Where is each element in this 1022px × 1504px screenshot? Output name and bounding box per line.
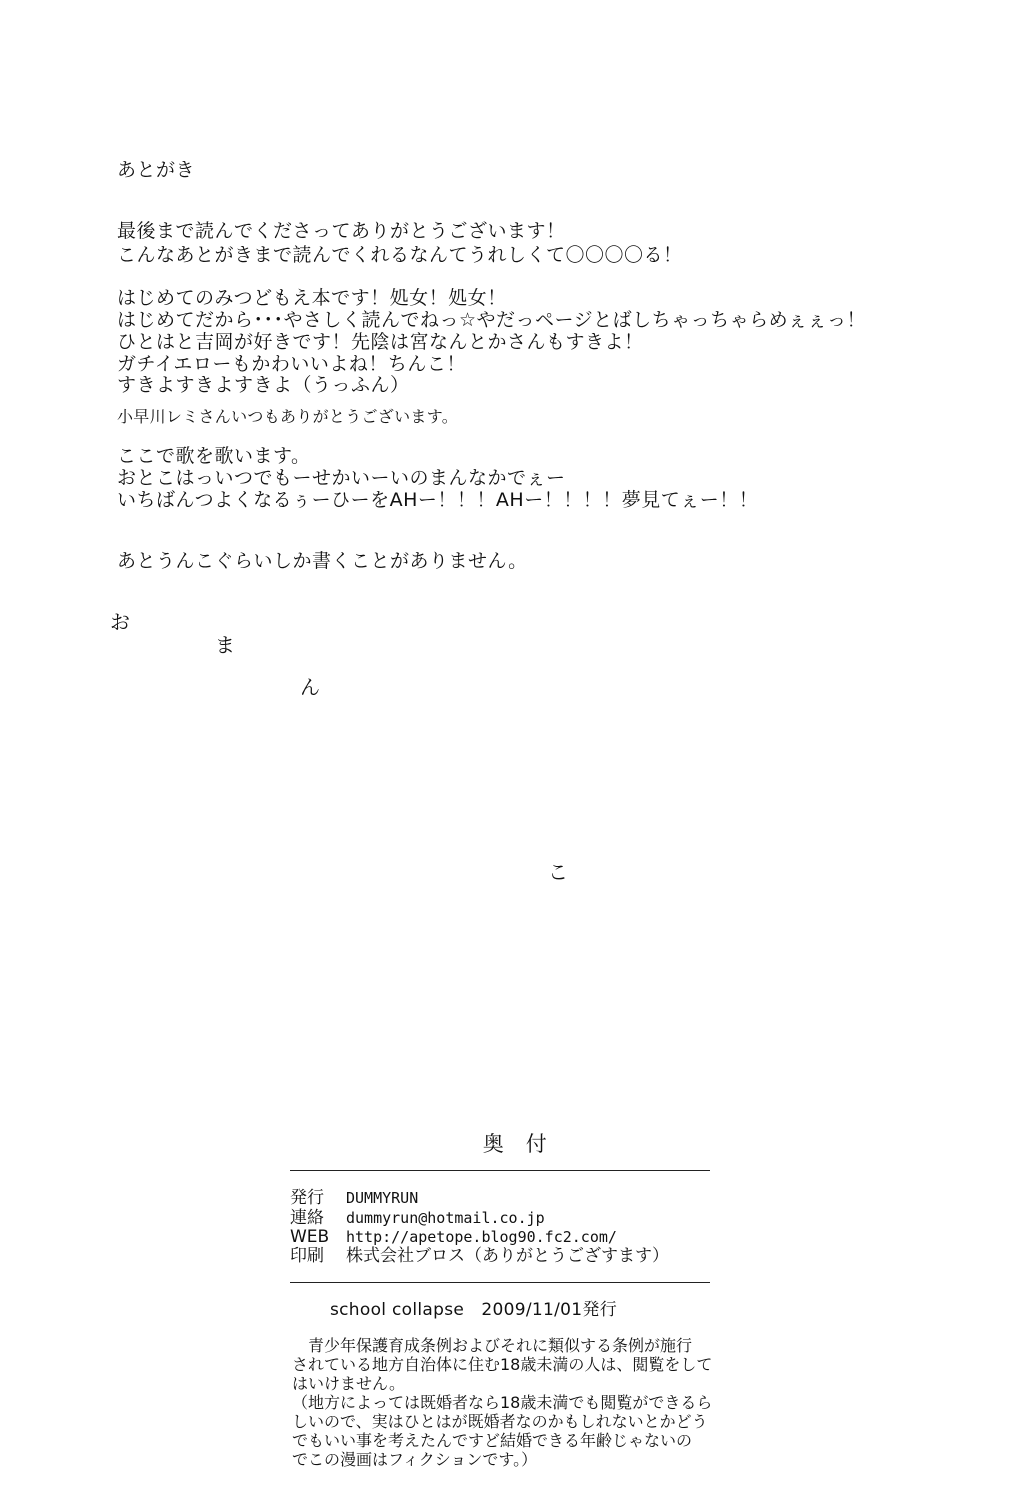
colophon-bottom-rule (290, 1282, 710, 1283)
age-notice-line4: （地方によっては既婚者なら18歳未満でも閲覧ができるら (292, 1393, 713, 1412)
afterword-song-line2: おとこはっいつでもーせかいーいのまんなかでぇー (117, 467, 566, 489)
age-notice-line2: されている地方自治体に住む18歳未満の人は、閲覧をして (292, 1355, 713, 1374)
colophon-value-publisher: DUMMYRUN (346, 1189, 419, 1207)
age-notice-line6: でもいい事を考えたんですど結婚できる年齢じゃないの (292, 1431, 693, 1450)
afterword-song-line1: ここで歌を歌います。 (117, 445, 311, 467)
age-notice (292, 1336, 712, 1469)
afterword-para1-line1: 最後まで読んでくださってありがとうございます！ (117, 220, 566, 242)
colophon-value-web: http://apetope.blog90.fc2.com/ (346, 1228, 617, 1246)
scattered-char-3: ん (300, 675, 320, 699)
afterword-thanks: 小早川レミさんいつもありがとうございます。 (117, 407, 459, 426)
scattered-char-2: ま (215, 633, 235, 657)
afterword-para2-line2: はじめてだから･･･やさしく読んでねっ☆やだっページとばしちゃっちゃらめぇぇっ！ (117, 309, 866, 331)
scattered-char-4: こ (548, 860, 568, 884)
afterword-song-line3: いちばんつよくなるぅーひーをAHー！！！AHー！！！！夢見てぇー！！ (117, 489, 759, 511)
scattered-char-1: お (110, 610, 130, 634)
colophon-key-printer: 印刷 (290, 1246, 324, 1266)
publication-info: school collapse 2009/11/01発行 (330, 1300, 618, 1320)
colophon-row-contact (290, 1208, 545, 1228)
age-notice-line7: でこの漫画はフィクションです。） (292, 1450, 538, 1469)
colophon-top-rule (290, 1170, 710, 1171)
age-notice-line1: 青少年保護育成条例およびそれに類似する条例が施行 (292, 1336, 693, 1355)
colophon-row-publisher (290, 1188, 418, 1208)
afterword-para2-line4: ガチイエローもかわいいよね！ちんこ！ (117, 353, 466, 375)
afterword-para2-line5: すきよすきよすきよ（うっふん） (117, 374, 410, 396)
age-notice-line5: しいので、実はひとはが既婚者なのかもしれないとかどう (292, 1412, 708, 1431)
colophon-key-web: WEB (290, 1227, 330, 1247)
colophon-row-web (290, 1227, 617, 1247)
age-notice-line3: はいけません。 (292, 1374, 405, 1393)
colophon-value-contact: dummyrun@hotmail.co.jp (346, 1209, 545, 1227)
afterword-closing: あとうんこぐらいしか書くことがありません。 (117, 550, 528, 572)
afterword-para2-line3: ひとはと吉岡が好きです！先陰は宮なんとかさんもすきよ！ (117, 331, 644, 353)
afterword-para1-line2: こんなあとがきまで読んでくれるなんてうれしくて〇〇〇〇る！ (117, 244, 683, 266)
colophon-key-contact: 連絡 (290, 1208, 324, 1228)
colophon-row-printer (290, 1246, 669, 1266)
colophon-key-publisher: 発行 (290, 1188, 324, 1208)
colophon-value-printer: 株式会社ブロス（ありがとうござすます） (346, 1246, 669, 1266)
afterword-para2-line1: はじめてのみつどもえ本です！処女！処女！ (117, 287, 507, 309)
colophon-title: 奥 付 (482, 1132, 548, 1156)
afterword-heading: あとがき (117, 159, 196, 181)
